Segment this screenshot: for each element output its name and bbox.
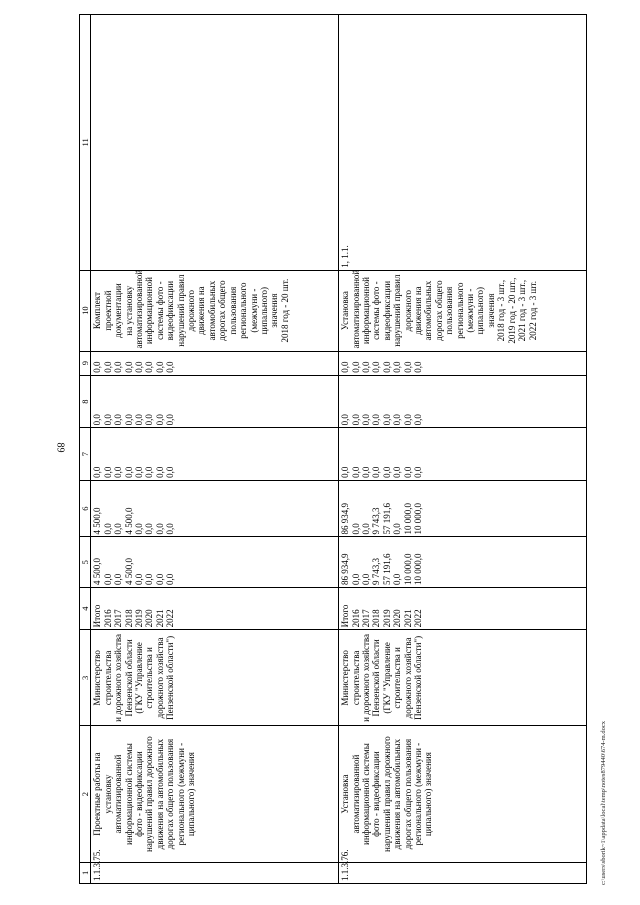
amount-value: 0,0 <box>154 573 165 585</box>
amount-value: 0,0 <box>165 361 176 373</box>
amount-value: 0,0 <box>392 523 403 535</box>
amount-list-cell <box>91 351 339 375</box>
year-list-cell <box>339 587 587 629</box>
year-value: 2021 <box>154 609 165 628</box>
amount-value: 0,0 <box>92 414 103 426</box>
amount-value: 0,0 <box>165 523 176 535</box>
amount-list-cell <box>339 480 587 537</box>
amount-value: 86 934,9 <box>340 553 351 585</box>
amount-value: 0,0 <box>392 414 403 426</box>
year-value: 2020 <box>144 609 155 628</box>
amount-list-cell <box>339 537 587 588</box>
amount-value: 0,0 <box>113 414 124 426</box>
amount-list-cell <box>339 428 587 481</box>
amount-value: 0,0 <box>133 573 144 585</box>
header-cell: 8 <box>80 375 91 428</box>
header-row <box>80 15 91 884</box>
year-value: 2021 <box>402 609 413 628</box>
amount-value: 4 500,0 <box>123 557 134 585</box>
year-value: 2017 <box>360 609 371 628</box>
amount-value: 0,0 <box>133 523 144 535</box>
indicator-cell: 1, 1.1. <box>339 15 587 271</box>
amount-value: 57 191,6 <box>381 502 392 535</box>
row-number-cell: 1.1.3.76. <box>339 862 587 883</box>
header-cell: 6 <box>80 480 91 537</box>
amount-list-cell <box>91 428 339 481</box>
table-row <box>339 15 587 884</box>
amount-value: 4 500,0 <box>123 507 134 535</box>
year-value: Итого <box>92 604 103 628</box>
amount-value: 0,0 <box>133 361 144 373</box>
amount-value: 10 000,0 <box>402 553 413 585</box>
amount-value: 0,0 <box>133 414 144 426</box>
header-cell: 2 <box>80 726 91 862</box>
amount-value: 9 743,3 <box>371 507 382 535</box>
amount-value: 0,0 <box>123 361 134 373</box>
year-value: 2022 <box>412 609 423 628</box>
year-value: 2017 <box>113 609 124 628</box>
year-value: 2016 <box>102 609 113 628</box>
result-cell: Установка автоматизированной информационной системы фото - видеофиксации нарушений правил дорожного движения на автомобильных дорогах общего пользования регионального (межмуни - ципального) значения 2018 год - 3 шт., 2019 год - 20 шт., 2021 год - 3 шт., 2022 год - 3 шт. <box>339 270 587 351</box>
header-cell: 3 <box>80 630 91 726</box>
amount-value: 4 500,0 <box>92 507 103 535</box>
year-value: Итого <box>340 604 351 628</box>
row-number-cell: 1.1.3.75. <box>91 862 339 883</box>
year-value: 2022 <box>165 609 176 628</box>
amount-value: 0,0 <box>154 466 165 478</box>
amount-value: 0,0 <box>402 414 413 426</box>
amount-value: 4 500,0 <box>92 557 103 585</box>
activity-name-cell: Проектные работы на установку автоматизированной информационной системы фото - видеофиксации нарушений правил дорожного движения на автомобильных дорогах общего пользования регионального (межмуни - ципального) значения <box>91 726 339 862</box>
amount-value: 0,0 <box>113 573 124 585</box>
amount-value: 0,0 <box>350 414 361 426</box>
amount-value: 10 000,0 <box>412 502 423 535</box>
amount-value: 0,0 <box>360 573 371 585</box>
footer-file-path: c:\users\sborik~1\appdata\local\temp\notes879440\674-m.docx <box>600 721 607 885</box>
amount-value: 0,0 <box>402 361 413 373</box>
amount-value: 86 934,9 <box>340 502 351 535</box>
year-value: 2019 <box>381 609 392 628</box>
amount-value: 0,0 <box>144 523 155 535</box>
year-value: 2019 <box>133 609 144 628</box>
amount-value: 0,0 <box>381 414 392 426</box>
amount-value: 0,0 <box>102 414 113 426</box>
amount-value: 0,0 <box>360 466 371 478</box>
executor-cell: Министерство строительства и дорожного хозяйства Пензенской области (ГКУ "Управление строительства и дорожного хозяйства Пензенской области") <box>339 630 587 726</box>
year-list-cell <box>91 587 339 629</box>
amount-value: 9 743,3 <box>371 557 382 585</box>
header-cell: 11 <box>80 15 91 271</box>
year-value: 2016 <box>350 609 361 628</box>
amount-value: 0,0 <box>165 573 176 585</box>
amount-list-cell <box>91 480 339 537</box>
amount-value: 0,0 <box>92 466 103 478</box>
result-cell: Комплект проектной документации на установку автоматизированной информационной системы фото - видеофиксации нарушений правил дорожного движения на автомобильных дорогах общего пользования регионального (межмуни - ципального) значения 2018 год - 20 шт. <box>91 270 339 351</box>
amount-value: 0,0 <box>371 361 382 373</box>
amount-value: 0,0 <box>113 361 124 373</box>
amount-value: 0,0 <box>412 466 423 478</box>
header-cell: 9 <box>80 351 91 375</box>
header-cell: 4 <box>80 587 91 629</box>
amount-value: 0,0 <box>381 361 392 373</box>
amount-value: 0,0 <box>102 573 113 585</box>
amount-value: 10 000,0 <box>412 553 423 585</box>
amount-value: 0,0 <box>102 523 113 535</box>
amount-value: 0,0 <box>144 414 155 426</box>
amount-value: 0,0 <box>144 573 155 585</box>
amount-value: 0,0 <box>350 523 361 535</box>
amount-value: 0,0 <box>350 361 361 373</box>
amount-value: 0,0 <box>123 466 134 478</box>
amount-value: 0,0 <box>165 414 176 426</box>
amount-value: 0,0 <box>144 466 155 478</box>
amount-value: 0,0 <box>381 466 392 478</box>
amount-value: 0,0 <box>392 573 403 585</box>
page-number: 89 <box>54 442 66 453</box>
amount-value: 0,0 <box>340 414 351 426</box>
amount-value: 0,0 <box>340 361 351 373</box>
amount-value: 0,0 <box>350 466 361 478</box>
amount-value: 0,0 <box>371 414 382 426</box>
amount-value: 0,0 <box>340 466 351 478</box>
amount-value: 0,0 <box>154 361 165 373</box>
amount-value: 0,0 <box>350 573 361 585</box>
amount-value: 0,0 <box>412 361 423 373</box>
activity-name-cell: Установка автоматизированной информационной системы фото - видеофиксации нарушений правил дорожного движения на автомобильных дорогах общего пользования регионального (межмуни - ципального) значения <box>339 726 587 862</box>
amount-value: 0,0 <box>392 361 403 373</box>
rotated-table-container <box>79 14 587 884</box>
year-value: 2020 <box>392 609 403 628</box>
amount-value: 0,0 <box>360 523 371 535</box>
program-table <box>79 14 587 884</box>
year-value: 2018 <box>123 609 134 628</box>
amount-value: 0,0 <box>133 466 144 478</box>
header-cell: 7 <box>80 428 91 481</box>
header-cell: 10 <box>80 270 91 351</box>
amount-value: 0,0 <box>102 361 113 373</box>
amount-value: 0,0 <box>360 414 371 426</box>
year-value: 2018 <box>371 609 382 628</box>
amount-value: 0,0 <box>123 414 134 426</box>
amount-value: 0,0 <box>154 523 165 535</box>
amount-value: 0,0 <box>92 361 103 373</box>
amount-value: 0,0 <box>113 523 124 535</box>
amount-value: 0,0 <box>113 466 124 478</box>
amount-list-cell <box>91 375 339 428</box>
amount-value: 0,0 <box>371 466 382 478</box>
amount-value: 0,0 <box>154 414 165 426</box>
amount-value: 0,0 <box>144 361 155 373</box>
amount-value: 0,0 <box>165 466 176 478</box>
table-row <box>91 15 339 884</box>
amount-list-cell <box>91 537 339 588</box>
amount-value: 0,0 <box>402 466 413 478</box>
amount-list-cell <box>339 351 587 375</box>
amount-list-cell <box>339 375 587 428</box>
indicator-cell <box>91 15 339 271</box>
amount-value: 10 000,0 <box>402 502 413 535</box>
executor-cell: Министерство строительства и дорожного хозяйства Пензенской области (ГКУ "Управление строительства и дорожного хозяйства Пензенской области") <box>91 630 339 726</box>
amount-value: 0,0 <box>360 361 371 373</box>
amount-value: 57 191,6 <box>381 553 392 585</box>
amount-value: 0,0 <box>392 466 403 478</box>
table-wrapper <box>79 14 587 884</box>
header-cell: 1 <box>80 862 91 883</box>
header-cell: 5 <box>80 537 91 588</box>
amount-value: 0,0 <box>412 414 423 426</box>
amount-value: 0,0 <box>102 466 113 478</box>
